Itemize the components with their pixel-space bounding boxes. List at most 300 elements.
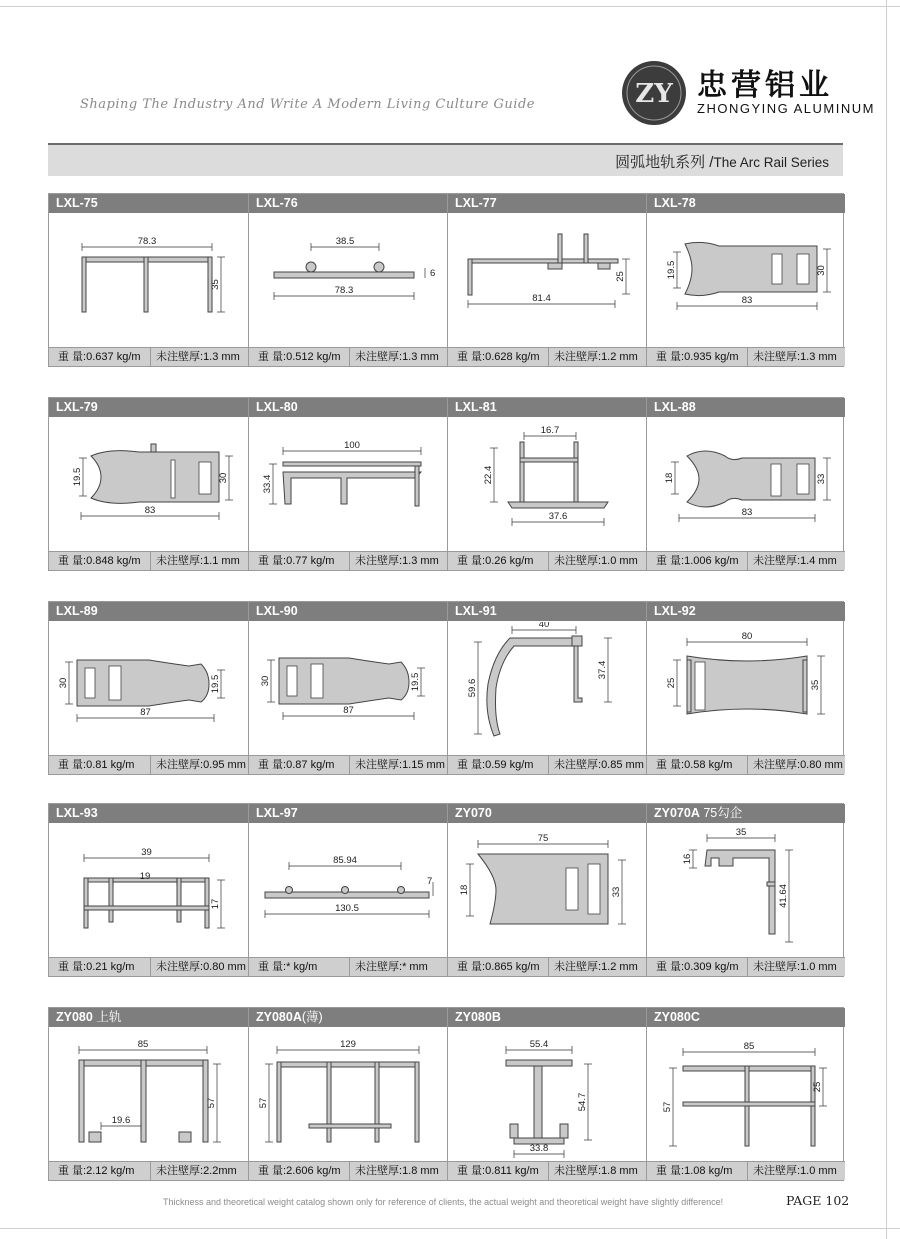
zy-logo	[621, 60, 687, 126]
thickness-spec	[747, 1162, 845, 1180]
thickness-spec	[548, 756, 646, 774]
dimension-label: 78.3	[334, 285, 354, 296]
product-code	[448, 602, 646, 621]
product-code	[49, 194, 248, 213]
dimension-label: 37.6	[548, 511, 568, 522]
thickness-label: 未注壁厚:	[355, 351, 403, 363]
product-code	[448, 194, 646, 213]
profile-svg	[249, 1028, 448, 1161]
spec-footer	[249, 551, 447, 570]
product-card	[646, 194, 845, 366]
product-card	[49, 602, 248, 774]
dimension-label: 22.4	[483, 465, 494, 485]
dimension-label: 33	[611, 886, 622, 898]
product-code-text: LXL-91	[455, 604, 497, 618]
spec-footer	[249, 957, 447, 976]
dimension-label: 41.64	[778, 884, 789, 908]
thickness-label: 未注壁厚:	[156, 961, 204, 973]
profile-svg	[249, 622, 448, 755]
dimension-label: 40	[538, 622, 550, 630]
thickness-spec	[150, 1162, 248, 1180]
product-code-text: LXL-75	[56, 196, 98, 210]
dimension-label: 85	[743, 1041, 755, 1052]
dimension-label: 83	[144, 505, 156, 516]
weight-value: 0.87 kg/m	[286, 759, 335, 771]
dimension-label: 18	[459, 884, 470, 896]
product-card	[447, 398, 646, 570]
product-code-text: LXL-80	[256, 400, 298, 414]
dimension-label: 35	[210, 279, 221, 290]
profile-drawing	[249, 824, 448, 957]
thickness-value: 1.8 mm	[601, 1165, 638, 1177]
thickness-spec	[349, 1162, 447, 1180]
thickness-label: 未注壁厚:	[753, 759, 801, 771]
product-card	[646, 1008, 845, 1180]
weight-value: 2.606 kg/m	[286, 1165, 341, 1177]
spec-footer	[647, 957, 845, 976]
profile-drawing	[448, 418, 647, 551]
thickness-label: 未注壁厚:	[554, 555, 602, 567]
spec-footer	[249, 1161, 447, 1180]
product-row	[48, 601, 844, 775]
brand-name-en: ZHONGYING ALUMINUM	[697, 101, 875, 116]
product-card	[646, 602, 845, 774]
series-title-cn: 圆弧地轨系列 /	[615, 154, 714, 171]
spec-footer	[647, 551, 845, 570]
weight-spec	[457, 552, 533, 570]
dimension-label: 19	[139, 871, 151, 882]
profile-drawing	[448, 824, 647, 957]
dimension-label: 129	[340, 1039, 356, 1050]
weight-label: 重 量:	[258, 555, 287, 567]
profile-svg	[448, 1028, 647, 1161]
dimension-label: 19.5	[666, 260, 677, 280]
profile-drawing	[647, 1028, 846, 1161]
dimension-label: 17	[210, 898, 221, 910]
profile-svg	[647, 418, 846, 551]
weight-spec	[457, 756, 533, 774]
profile-svg	[647, 1028, 846, 1161]
product-code	[647, 1008, 845, 1027]
product-card	[447, 1008, 646, 1180]
product-card	[447, 194, 646, 366]
weight-label: 重 量:	[258, 961, 287, 973]
product-code-text: ZY070A	[654, 806, 700, 820]
thickness-label: 未注壁厚:	[156, 351, 204, 363]
weight-label: 重 量:	[457, 555, 486, 567]
dimension-label: 19.6	[111, 1115, 131, 1126]
weight-value: * kg/m	[286, 961, 318, 973]
product-code	[249, 1008, 447, 1027]
dimension-label: 87	[343, 705, 354, 716]
spec-footer	[647, 347, 845, 366]
product-code	[249, 602, 447, 621]
weight-label: 重 量:	[457, 759, 486, 771]
product-code-suffix: 75勾企	[699, 806, 743, 820]
frame-line-right	[886, 0, 887, 1239]
weight-value: 0.848 kg/m	[86, 555, 141, 567]
product-code	[49, 398, 248, 417]
series-banner	[48, 143, 843, 176]
thickness-value: 0.85 mm	[601, 759, 644, 771]
profile-drawing	[647, 824, 846, 957]
thickness-spec	[548, 958, 646, 976]
weight-spec	[258, 348, 341, 366]
product-card	[248, 602, 447, 774]
product-code	[249, 804, 447, 823]
spec-footer	[647, 755, 845, 774]
dimension-label: 38.5	[335, 236, 355, 247]
product-code	[647, 194, 845, 213]
weight-label: 重 量:	[457, 1165, 486, 1177]
dimension-label: 78.3	[137, 236, 157, 247]
thickness-value: 1.15 mm	[402, 759, 445, 771]
spec-footer	[448, 755, 646, 774]
thickness-label: 未注壁厚:	[156, 759, 204, 771]
weight-spec	[656, 1162, 732, 1180]
profile-drawing	[448, 1028, 647, 1161]
product-row	[48, 803, 844, 977]
dimension-label: 57	[662, 1101, 673, 1113]
weight-label: 重 量:	[58, 1165, 87, 1177]
thickness-value: 1.3 mm	[402, 555, 439, 567]
profile-svg	[647, 824, 846, 957]
weight-label: 重 量:	[258, 1165, 287, 1177]
profile-svg	[49, 418, 248, 551]
thickness-label: 未注壁厚:	[753, 351, 801, 363]
weight-spec	[457, 348, 540, 366]
thickness-label: 未注壁厚:	[554, 351, 602, 363]
weight-spec	[457, 958, 540, 976]
spec-footer	[49, 347, 248, 366]
thickness-value: 0.80 mm	[800, 759, 843, 771]
thickness-label: 未注壁厚:	[355, 1165, 403, 1177]
thickness-spec	[150, 348, 248, 366]
thickness-value: 2.2mm	[203, 1165, 237, 1177]
product-code	[49, 1008, 248, 1027]
product-card	[248, 1008, 447, 1180]
thickness-spec	[349, 756, 447, 774]
dimension-label: 83	[741, 507, 753, 518]
product-code	[647, 398, 845, 417]
weight-label: 重 量:	[258, 351, 287, 363]
spec-footer	[49, 957, 248, 976]
weight-spec	[258, 1162, 341, 1180]
profile-svg	[448, 418, 647, 551]
profile-svg	[249, 214, 448, 347]
weight-spec	[258, 552, 334, 570]
dimension-label: 80	[741, 631, 753, 642]
thickness-spec	[747, 958, 845, 976]
thickness-value: 1.0 mm	[800, 1165, 837, 1177]
product-code-text: LXL-77	[455, 196, 497, 210]
dimension-label: 25	[666, 677, 677, 689]
weight-label: 重 量:	[457, 351, 486, 363]
profile-drawing	[249, 214, 448, 347]
weight-label: 重 量:	[656, 759, 685, 771]
product-code-suffix: (薄)	[301, 1010, 323, 1024]
profile-drawing	[249, 1028, 448, 1161]
spec-footer	[49, 1161, 248, 1180]
weight-spec	[656, 756, 732, 774]
dimension-label: 16.7	[540, 425, 560, 436]
weight-value: 1.08 kg/m	[684, 1165, 733, 1177]
dimension-label: 16	[682, 853, 693, 865]
dimension-label: 19.5	[72, 467, 83, 487]
dimension-label: 57	[258, 1097, 269, 1109]
weight-spec	[457, 1162, 539, 1180]
weight-value: 0.26 kg/m	[485, 555, 534, 567]
profile-drawing	[647, 214, 846, 347]
profile-svg	[249, 824, 448, 957]
weight-value: 0.21 kg/m	[86, 961, 135, 973]
product-code-text: ZY070	[455, 806, 492, 820]
profile-drawing	[49, 622, 248, 755]
dimension-label: 83	[741, 295, 753, 306]
thickness-spec	[747, 348, 845, 366]
product-code-text: LXL-78	[654, 196, 696, 210]
weight-label: 重 量:	[258, 759, 287, 771]
thickness-spec	[747, 756, 845, 774]
dimension-label: 35	[810, 679, 821, 691]
weight-label: 重 量:	[656, 351, 685, 363]
thickness-spec	[548, 348, 646, 366]
thickness-value: 1.4 mm	[800, 555, 837, 567]
thickness-label: 未注壁厚:	[554, 1165, 602, 1177]
profile-svg	[249, 418, 448, 551]
dimension-label: 6	[430, 268, 436, 279]
profile-drawing	[647, 418, 846, 551]
slogan: Shaping The Industry And Write A Modern Living Culture Guide	[80, 97, 535, 112]
product-row	[48, 1007, 844, 1181]
dimension-label: 30	[816, 265, 827, 276]
product-card	[49, 1008, 248, 1180]
profile-svg	[448, 824, 647, 957]
dimension-label: 18	[664, 472, 675, 484]
weight-spec	[58, 552, 141, 570]
thickness-label: 未注壁厚:	[355, 555, 403, 567]
dimension-label: 30	[58, 677, 69, 689]
thickness-label: 未注壁厚:	[753, 555, 801, 567]
product-card	[646, 398, 845, 570]
footer-note: Thickness and theoretical weight catalog shown only for reference of clients, the actual weight and theoretical weight have slightly difference!	[163, 1197, 724, 1207]
weight-value: 2.12 kg/m	[86, 1165, 135, 1177]
thickness-spec	[349, 348, 447, 366]
thickness-spec	[150, 958, 248, 976]
product-code-suffix: 上轨	[92, 1010, 122, 1024]
thickness-value: 1.2 mm	[601, 351, 638, 363]
profile-svg	[49, 214, 248, 347]
page-number: PAGE 102	[786, 1193, 850, 1208]
brand-name-cn: 忠营铝业	[697, 68, 833, 103]
product-card	[447, 804, 646, 976]
dimension-label: 85	[137, 1039, 149, 1050]
dimension-label: 39	[141, 847, 152, 858]
product-code-text: ZY080B	[455, 1010, 501, 1024]
profile-svg	[49, 622, 248, 755]
weight-spec	[58, 958, 134, 976]
product-card	[49, 194, 248, 366]
product-code-text: LXL-90	[256, 604, 298, 618]
profile-drawing	[249, 418, 448, 551]
profile-drawing	[49, 214, 248, 347]
weight-label: 重 量:	[457, 961, 486, 973]
profile-drawing	[249, 622, 448, 755]
dimension-label: 33.8	[529, 1143, 549, 1154]
dimension-label: 57	[206, 1097, 217, 1109]
thickness-spec	[150, 552, 248, 570]
thickness-label: 未注壁厚:	[554, 759, 602, 771]
product-code-text: LXL-89	[56, 604, 98, 618]
weight-spec	[258, 756, 334, 774]
thickness-label: 未注壁厚:	[156, 1165, 204, 1177]
frame-line-top	[0, 6, 900, 7]
product-code-text: LXL-92	[654, 604, 696, 618]
thickness-label: 未注壁厚:	[554, 961, 602, 973]
product-row	[48, 193, 844, 367]
spec-footer	[448, 1161, 646, 1180]
thickness-label: 未注壁厚:	[355, 961, 403, 973]
weight-label: 重 量:	[58, 759, 87, 771]
thickness-value: 1.0 mm	[800, 961, 837, 973]
thickness-value: 0.80 mm	[203, 961, 246, 973]
dimension-label: 19.5	[410, 672, 421, 692]
product-code	[448, 398, 646, 417]
dimension-label: 25	[812, 1081, 823, 1093]
profile-svg	[647, 622, 846, 755]
thickness-value: 1.3 mm	[800, 351, 837, 363]
thickness-value: 1.3 mm	[203, 351, 240, 363]
dimension-label: 54.7	[577, 1092, 588, 1112]
profile-drawing	[448, 214, 647, 347]
profile-svg	[448, 214, 647, 347]
thickness-value: 1.2 mm	[601, 961, 638, 973]
weight-spec	[656, 348, 739, 366]
product-code-text: ZY080C	[654, 1010, 700, 1024]
dimension-label: 81.4	[532, 293, 551, 304]
weight-label: 重 量:	[58, 961, 87, 973]
thickness-value: 0.95 mm	[203, 759, 246, 771]
thickness-spec	[548, 1162, 646, 1180]
dimension-label: 59.6	[467, 678, 478, 698]
weight-value: 1.006 kg/m	[684, 555, 739, 567]
thickness-label: 未注壁厚:	[753, 1165, 801, 1177]
dimension-label: 25	[615, 271, 626, 282]
weight-value: 0.309 kg/m	[684, 961, 739, 973]
dimension-label: 33.4	[262, 474, 273, 494]
weight-spec	[258, 958, 317, 976]
thickness-spec	[747, 552, 845, 570]
product-row	[48, 397, 844, 571]
product-card	[447, 602, 646, 774]
profile-drawing	[49, 1028, 248, 1161]
profile-svg	[49, 1028, 248, 1161]
product-code	[448, 1008, 646, 1027]
dimension-label: 30	[260, 675, 271, 687]
product-code	[49, 804, 248, 823]
thickness-spec	[548, 552, 646, 570]
product-code-text: LXL-79	[56, 400, 98, 414]
thickness-spec	[349, 958, 447, 976]
product-code-text: LXL-88	[654, 400, 696, 414]
spec-footer	[448, 347, 646, 366]
weight-label: 重 量:	[656, 1165, 685, 1177]
product-code-text: LXL-97	[256, 806, 298, 820]
profile-drawing	[49, 824, 248, 957]
spec-footer	[249, 755, 447, 774]
thickness-label: 未注壁厚:	[156, 555, 204, 567]
weight-spec	[58, 348, 141, 366]
thickness-value: * mm	[402, 961, 428, 973]
product-code	[647, 804, 845, 823]
dimension-label: 30	[218, 472, 229, 484]
thickness-value: 1.0 mm	[601, 555, 638, 567]
product-code-text: ZY080	[56, 1010, 93, 1024]
weight-label: 重 量:	[656, 555, 685, 567]
weight-value: 0.811 kg/m	[485, 1165, 539, 1177]
weight-value: 0.637 kg/m	[86, 351, 141, 363]
profile-svg	[448, 622, 647, 755]
dimension-label: 7	[427, 876, 433, 887]
spec-footer	[647, 1161, 845, 1180]
product-card	[248, 398, 447, 570]
product-card	[49, 804, 248, 976]
weight-value: 0.59 kg/m	[485, 759, 534, 771]
product-code-text: LXL-76	[256, 196, 298, 210]
dimension-label: 75	[537, 833, 549, 844]
product-code-text: ZY080A	[256, 1010, 302, 1024]
profile-svg	[49, 824, 248, 957]
spec-footer	[49, 551, 248, 570]
profile-drawing	[49, 418, 248, 551]
series-title	[615, 151, 829, 172]
spec-footer	[448, 551, 646, 570]
profile-svg	[647, 214, 846, 347]
product-code-text: LXL-81	[455, 400, 497, 414]
dimension-label: 37.4	[597, 660, 608, 680]
thickness-label: 未注壁厚:	[355, 759, 403, 771]
frame-line-bottom	[0, 1228, 900, 1229]
spec-footer	[49, 755, 248, 774]
weight-value: 0.628 kg/m	[485, 351, 540, 363]
dimension-label: 19.5	[210, 674, 221, 694]
weight-value: 0.865 kg/m	[485, 961, 540, 973]
weight-value: 0.58 kg/m	[684, 759, 733, 771]
logo-text: ZY	[635, 79, 673, 109]
dimension-label: 33	[816, 473, 827, 485]
profile-drawing	[448, 622, 647, 755]
dimension-label: 130.5	[335, 903, 359, 914]
thickness-spec	[349, 552, 447, 570]
weight-spec	[58, 1162, 134, 1180]
weight-label: 重 量:	[656, 961, 685, 973]
product-code	[49, 602, 248, 621]
weight-value: 0.512 kg/m	[286, 351, 341, 363]
dimension-label: 85.94	[333, 855, 357, 866]
weight-label: 重 量:	[58, 555, 87, 567]
product-card	[248, 194, 447, 366]
weight-spec	[656, 552, 739, 570]
weight-value: 0.81 kg/m	[86, 759, 135, 771]
product-code	[249, 194, 447, 213]
product-code-text: LXL-93	[56, 806, 98, 820]
product-code	[448, 804, 646, 823]
thickness-label: 未注壁厚:	[753, 961, 801, 973]
dimension-label: 87	[140, 707, 151, 718]
profile-drawing	[647, 622, 846, 755]
dimension-label: 35	[735, 827, 747, 838]
spec-footer	[448, 957, 646, 976]
